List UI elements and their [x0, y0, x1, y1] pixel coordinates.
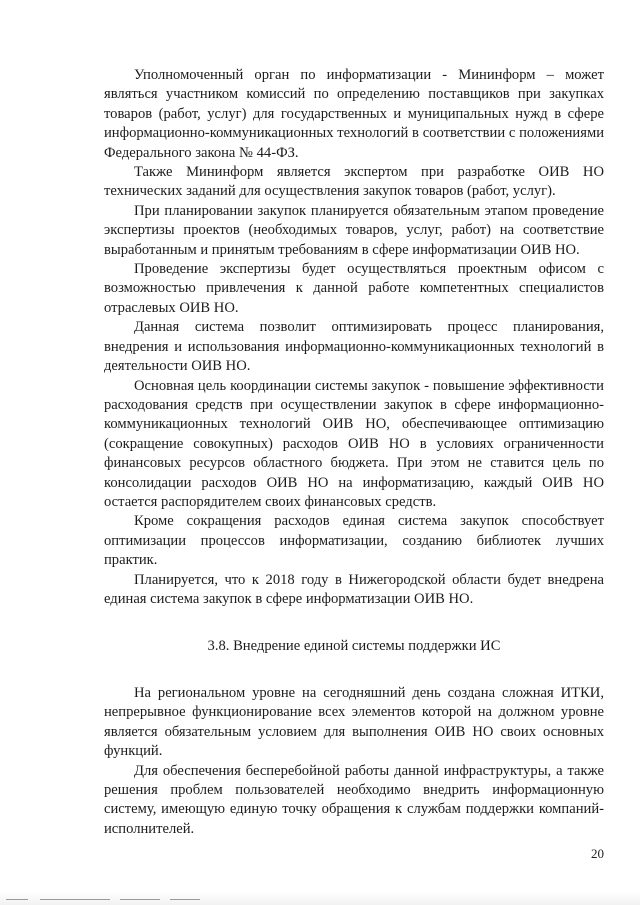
paragraph: Для обеспечения бесперебойной работы данной инфраструктуры, а также решения проблем пользователей необходимо внедрить информационную систему, имеющую единую точку обращения к службам поддержки компаний-исполнителей. — [104, 762, 604, 837]
paragraph: Уполномоченный орган по информатизации - Мининформ – может являться участником комиссий по определению поставщиков при закупках товаров (работ, услуг) для государственных и муниципальных нужд в сфере информационно-коммуникационных технологий в соответствии с положениями Федерального закона № 44-ФЗ. — [104, 67, 604, 161]
paragraph: Данная система позволит оптимизировать процесс планирования, внедрения и использования информационно-коммуникационных технологий в деятельности ОИВ НО. — [104, 319, 604, 375]
page-number: 20 — [591, 846, 604, 861]
paragraph: При планировании закупок планируется обязательным этапом проведение экспертизы проектов (необходимых товаров, услуг, работ) на соответствие выработанным и принятым требованиям в сфере информатизации ОИВ НО. — [104, 202, 604, 258]
paragraph: Основная цель координации системы закупок - повышение эффективности расходования средств при осуществлении закупок в сфере информационно-коммуникационных технологий ОИВ НО, обеспечивающее оптимизацию (сокращение совокупных) расходов ОИВ НО в условиях ограниченности финансовых ресурсов областного бюджета. При этом не ставится цель по консолидации расходов ОИВ НО на информатизацию, каждый ОИВ НО остается распорядителем своих финансовых средств. — [104, 377, 604, 510]
paragraph: Планируется, что к 2018 году в Нижегородской области будет внедрена единая система закупок в сфере информатизации ОИВ НО. — [104, 571, 604, 607]
paragraph: На региональном уровне на сегодняшний день создана сложная ИТКИ, непрерывное функционирование всех элементов которой на должном уровне является обязательным условием для выполнения ОИВ НО своих основных функций. — [104, 685, 604, 760]
paragraph: Также Мининформ является экспертом при разработке ОИВ НО технических заданий для осуществления закупок товаров (работ, услуг). — [104, 164, 604, 200]
scan-bottom-edge — [0, 892, 640, 905]
body-text-bottom — [104, 684, 604, 839]
section-heading: 3.8. Внедрение единой системы поддержки ИС — [207, 638, 501, 654]
paragraph: Проведение экспертизы будет осуществляться проектным офисом с возможностью привлечения к данной работе компетентных специалистов отраслевых ОИВ НО. — [104, 261, 604, 316]
paragraph: Кроме сокращения расходов единая система закупок способствует оптимизации процессов информатизации, созданию библиотек лучших практик. — [104, 513, 604, 569]
body-text-top — [104, 66, 604, 609]
